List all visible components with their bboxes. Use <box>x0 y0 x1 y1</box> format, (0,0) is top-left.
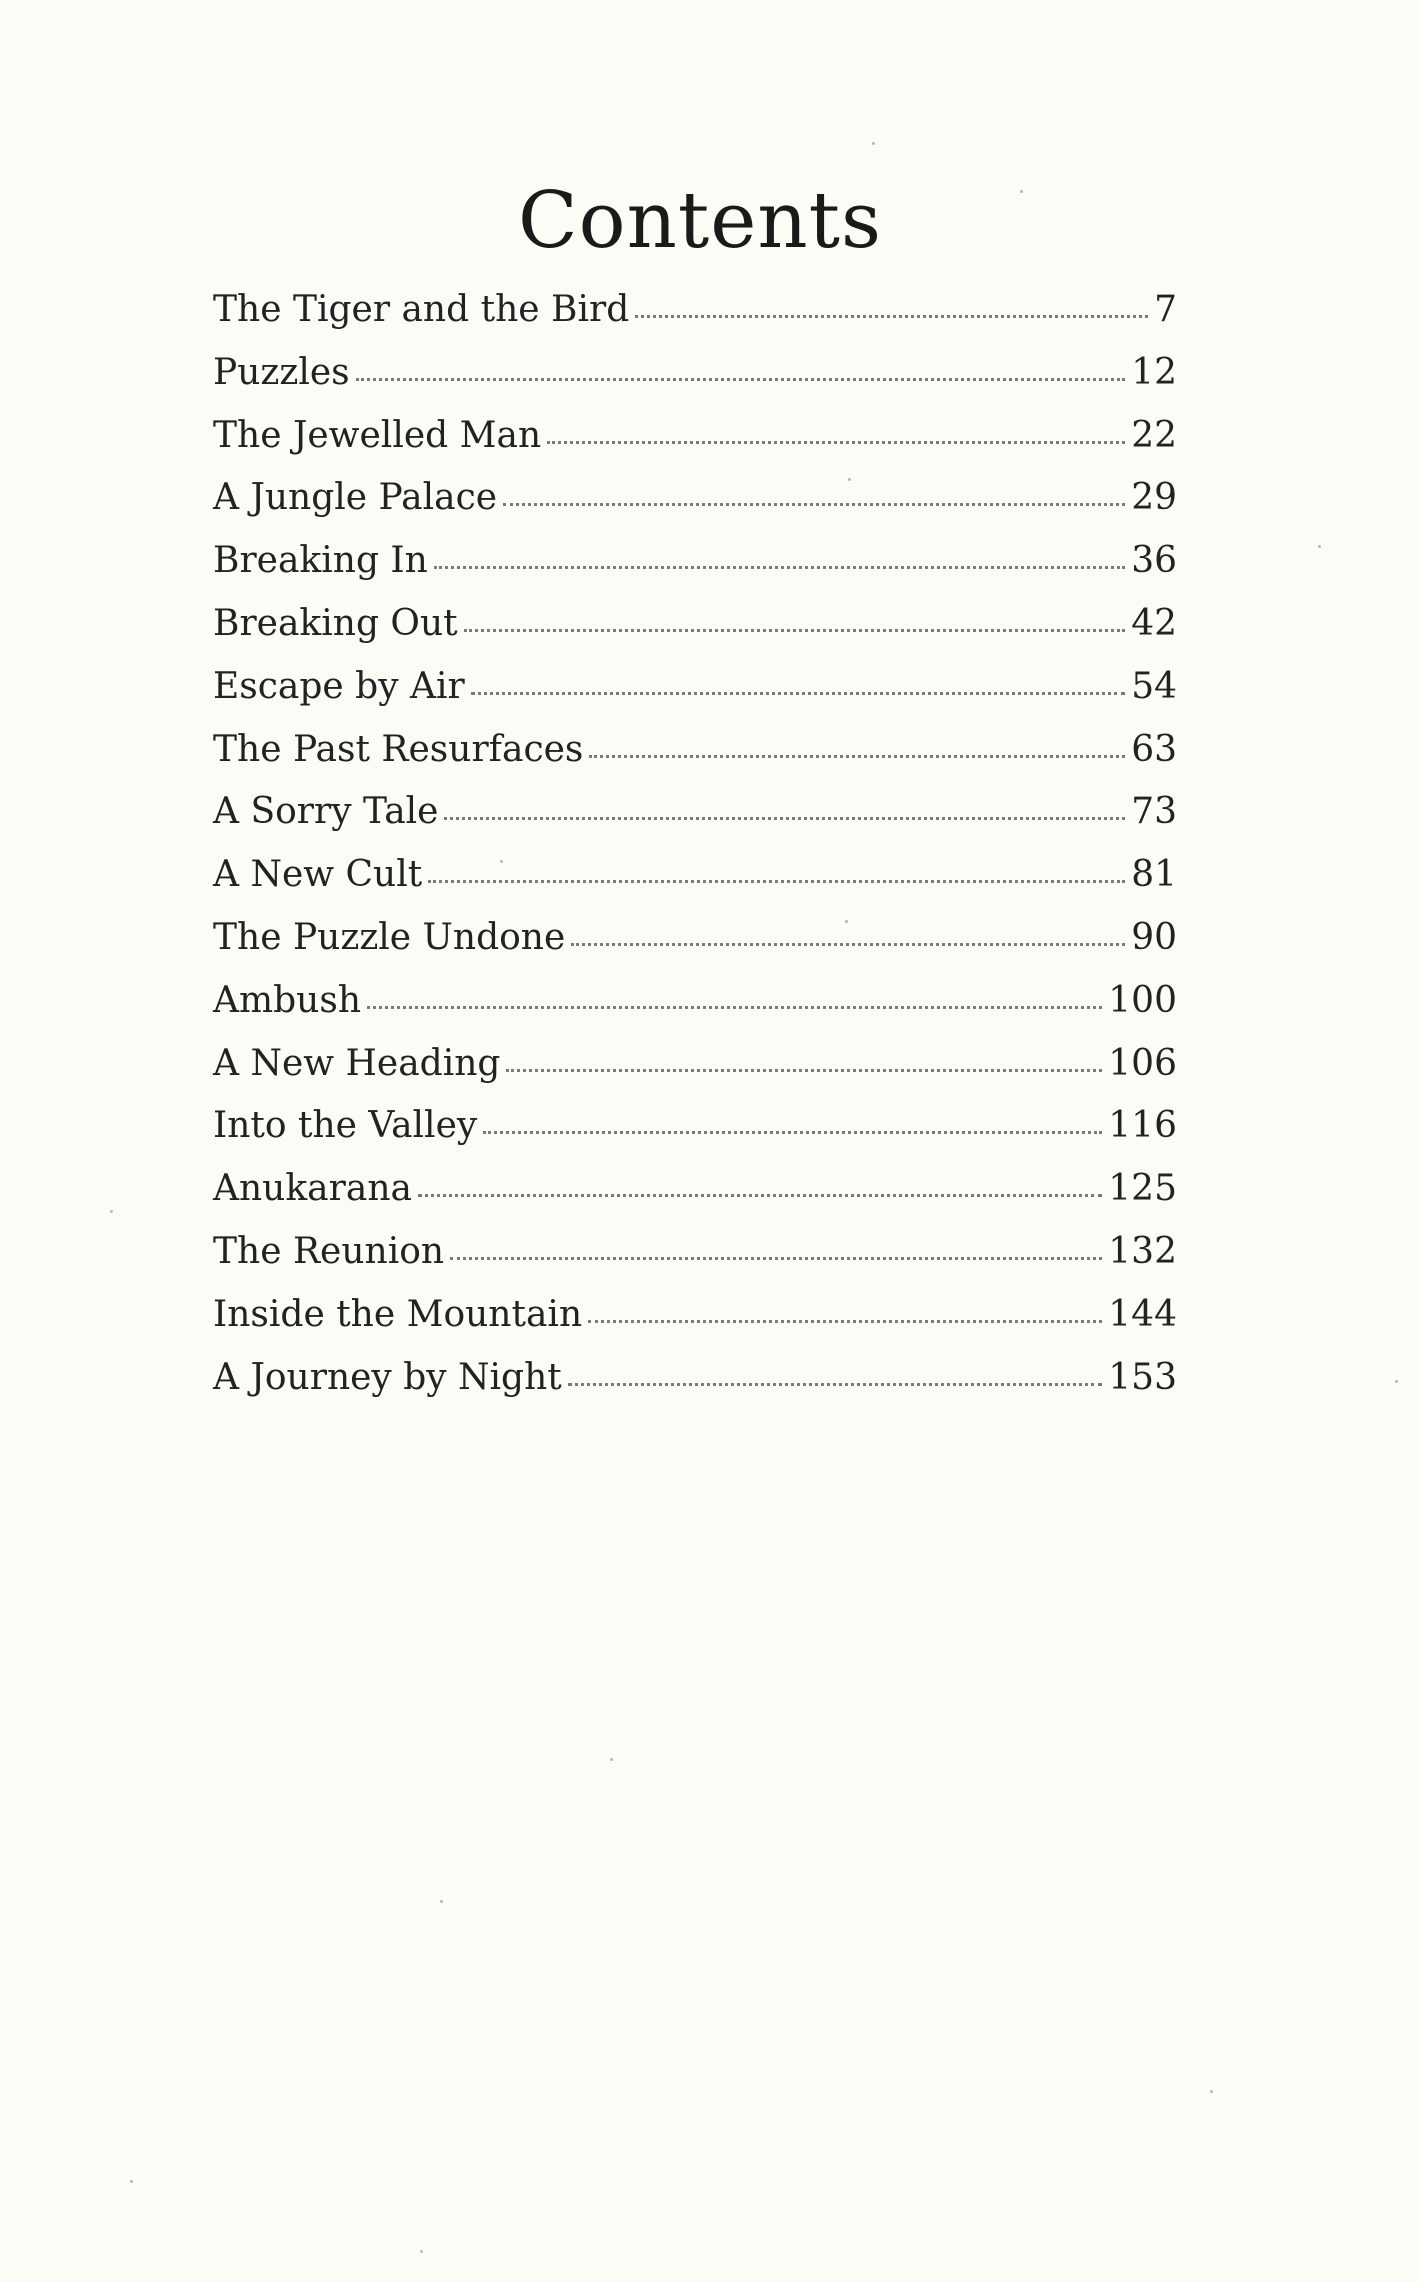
dot-leader <box>450 1257 1102 1260</box>
paper-speck <box>110 1210 113 1213</box>
toc-entry-page: 63 <box>1131 728 1177 770</box>
dot-leader <box>418 1194 1102 1197</box>
toc-entry-page: 144 <box>1108 1293 1177 1335</box>
dot-leader <box>589 755 1125 758</box>
toc-entry <box>213 602 1177 669</box>
paper-speck <box>1020 190 1023 193</box>
dot-leader <box>483 1131 1102 1134</box>
toc-entry-page: 153 <box>1108 1356 1177 1398</box>
paper-speck <box>610 1758 613 1761</box>
paper-speck <box>130 2180 133 2183</box>
toc-entry <box>213 1293 1177 1360</box>
paper-speck <box>1318 545 1321 548</box>
toc-entry <box>213 351 1177 418</box>
toc-entry-page: 81 <box>1131 854 1177 896</box>
toc-entry-title: A Sorry Tale <box>213 791 439 833</box>
page-title: Contents <box>518 176 882 267</box>
toc-entry-title: A New Heading <box>213 1042 501 1084</box>
toc-entry-page: 42 <box>1131 602 1177 644</box>
paper-speck <box>1395 1380 1398 1383</box>
toc-entry <box>213 728 1177 795</box>
paper-speck <box>500 860 503 863</box>
toc-entry-page: 22 <box>1131 414 1177 456</box>
paper-speck <box>845 920 848 923</box>
toc-entry <box>213 1356 1177 1423</box>
toc-entry <box>213 791 1177 857</box>
toc-entry <box>213 1230 1177 1297</box>
toc-entry <box>213 540 1177 606</box>
toc-entry <box>213 1168 1177 1234</box>
toc-entry-title: Anukarana <box>213 1168 412 1210</box>
toc-entry-title: Breaking In <box>213 540 428 582</box>
toc-entry-title: A New Cult <box>213 854 423 896</box>
table-of-contents <box>213 289 1177 1422</box>
dot-leader <box>356 378 1126 381</box>
dot-leader <box>434 566 1125 569</box>
dot-leader <box>568 1383 1103 1386</box>
toc-entry-page: 36 <box>1131 540 1177 582</box>
toc-entry <box>213 289 1177 355</box>
paper-speck <box>420 2250 423 2253</box>
toc-entry-title: Breaking Out <box>213 602 458 644</box>
toc-entry-page: 54 <box>1131 665 1177 707</box>
toc-entry-page: 73 <box>1131 791 1177 833</box>
dot-leader <box>367 1006 1102 1009</box>
toc-entry-title: Ambush <box>213 979 362 1021</box>
toc-entry <box>213 477 1177 543</box>
toc-entry-page: 106 <box>1108 1042 1177 1084</box>
toc-entry-page: 12 <box>1131 351 1177 393</box>
toc-entry-title: The Jewelled Man <box>213 414 542 456</box>
toc-entry-title: Escape by Air <box>213 665 465 707</box>
toc-entry-title: The Reunion <box>213 1230 445 1272</box>
toc-entry-page: 100 <box>1108 979 1177 1021</box>
dot-leader <box>428 880 1125 883</box>
dot-leader <box>547 441 1125 444</box>
toc-entry-title: A Jungle Palace <box>213 477 498 519</box>
toc-entry <box>213 1105 1177 1171</box>
toc-entry <box>213 854 1177 920</box>
toc-entry-page: 7 <box>1154 289 1177 330</box>
toc-entry-title: Puzzles <box>213 351 350 393</box>
toc-entry-page: 132 <box>1108 1230 1177 1272</box>
dot-leader <box>471 692 1125 695</box>
dot-leader <box>588 1320 1102 1323</box>
dot-leader <box>464 629 1126 632</box>
toc-entry <box>213 414 1177 481</box>
toc-entry-title: The Puzzle Undone <box>213 916 566 958</box>
toc-entry-title: Into the Valley <box>213 1105 478 1147</box>
toc-entry-title: A Journey by Night <box>213 1356 562 1398</box>
toc-entry <box>213 979 1177 1046</box>
paper-speck <box>848 478 851 481</box>
toc-entry-title: Inside the Mountain <box>213 1293 583 1335</box>
toc-entry-page: 116 <box>1108 1105 1177 1147</box>
paper-speck <box>1210 2090 1213 2093</box>
dot-leader <box>571 943 1125 946</box>
toc-entry-title: The Tiger and the Bird <box>213 289 630 330</box>
toc-entry-page: 29 <box>1131 477 1177 519</box>
toc-entry-page: 90 <box>1131 916 1177 958</box>
toc-entry <box>213 1042 1177 1109</box>
dot-leader <box>635 315 1148 318</box>
toc-entry <box>213 916 1177 983</box>
dot-leader <box>503 503 1125 506</box>
toc-entry-page: 125 <box>1108 1168 1177 1210</box>
paper-speck <box>440 1900 443 1903</box>
paper-speck <box>872 142 875 145</box>
toc-entry <box>213 665 1177 732</box>
dot-leader <box>506 1069 1102 1072</box>
dot-leader <box>444 817 1125 820</box>
toc-entry-title: The Past Resurfaces <box>213 728 584 770</box>
